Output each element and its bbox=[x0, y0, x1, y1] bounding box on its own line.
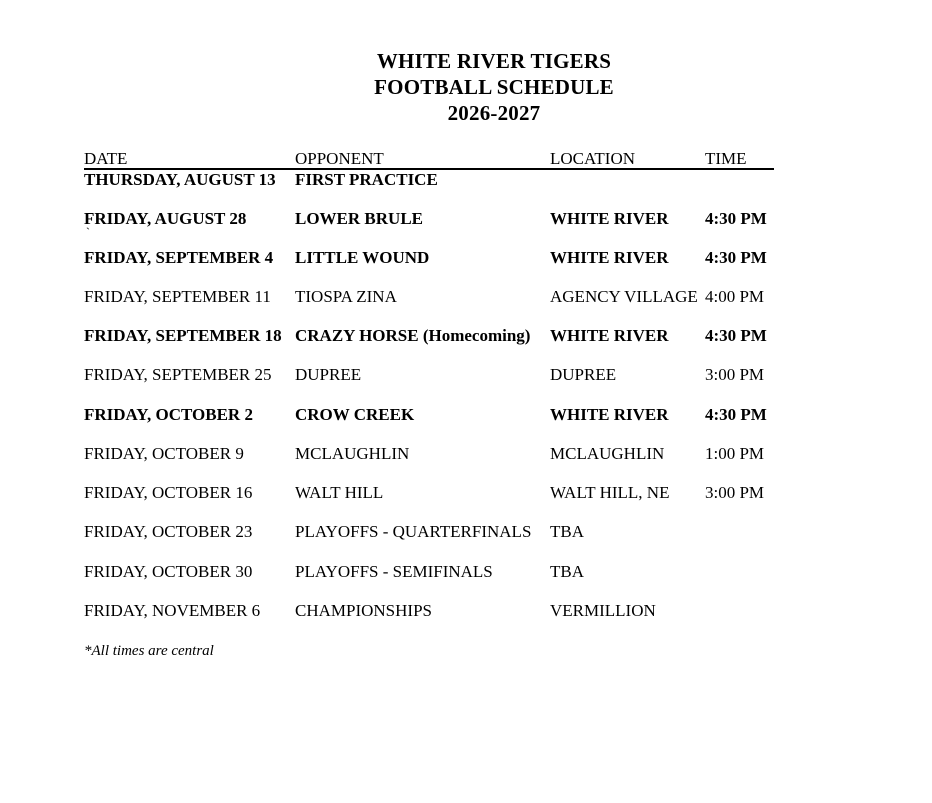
cell-time: 3:00 PM bbox=[705, 483, 765, 502]
cell-date: FRIDAY, SEPTEMBER 4 bbox=[84, 248, 274, 267]
cell-opponent: FIRST PRACTICE bbox=[295, 170, 438, 189]
header-date: DATE bbox=[84, 149, 128, 168]
cell-time: 4:30 PM bbox=[705, 405, 767, 424]
cell-opponent: LOWER BRULE bbox=[295, 209, 423, 228]
cell-date: FRIDAY, SEPTEMBER 18 bbox=[84, 326, 282, 345]
cell-opponent: CROW CREEK bbox=[295, 405, 415, 424]
schedule-heading: FOOTBALL SCHEDULE bbox=[374, 75, 614, 99]
header-opponent: OPPONENT bbox=[295, 149, 384, 168]
cell-date: FRIDAY, OCTOBER 30 bbox=[84, 562, 253, 581]
cell-location: VERMILLION bbox=[550, 601, 656, 620]
cell-time: 4:00 PM bbox=[705, 287, 765, 306]
cell-location: WHITE RIVER bbox=[550, 326, 669, 345]
document-title bbox=[0, 48, 932, 126]
cell-time: 4:30 PM bbox=[705, 326, 767, 345]
cell-opponent: CHAMPIONSHIPS bbox=[295, 601, 432, 620]
cell-opponent: MCLAUGHLIN bbox=[295, 444, 410, 463]
footnote: *All times are central bbox=[84, 643, 214, 659]
cell-time: 4:30 PM bbox=[705, 209, 767, 228]
cell-location: TBA bbox=[550, 562, 584, 581]
cell-opponent: CRAZY HORSE (Homecoming) bbox=[295, 326, 531, 345]
cell-location: WHITE RIVER bbox=[550, 405, 669, 424]
table-row bbox=[84, 247, 784, 269]
cell-location: WALT HILL, NE bbox=[550, 483, 670, 502]
header-location: LOCATION bbox=[550, 149, 635, 168]
cell-location: AGENCY VILLAGE bbox=[550, 287, 698, 306]
cell-opponent: PLAYOFFS - QUARTERFINALS bbox=[295, 522, 532, 541]
season-years: 2026-2027 bbox=[447, 101, 541, 125]
cell-opponent: PLAYOFFS - SEMIFINALS bbox=[295, 562, 493, 581]
cell-location: TBA bbox=[550, 522, 584, 541]
table-row bbox=[84, 561, 784, 583]
cell-date: THURSDAY, AUGUST 13 bbox=[84, 170, 276, 189]
cell-location: MCLAUGHLIN bbox=[550, 444, 665, 463]
cell-date: FRIDAY, OCTOBER 23 bbox=[84, 522, 253, 541]
cell-opponent: LITTLE WOUND bbox=[295, 248, 430, 267]
table-row bbox=[84, 600, 784, 622]
cell-time: 4:30 PM bbox=[705, 248, 767, 267]
table-row bbox=[84, 208, 784, 230]
table-row bbox=[84, 521, 784, 543]
cell-opponent: WALT HILL bbox=[295, 483, 384, 502]
cell-location: WHITE RIVER bbox=[550, 248, 669, 267]
table-row bbox=[84, 482, 784, 504]
cell-date: FRIDAY, NOVEMBER 6 bbox=[84, 601, 261, 620]
table-row bbox=[84, 404, 784, 426]
stray-mark: ` bbox=[86, 225, 90, 239]
cell-date: FRIDAY, OCTOBER 9 bbox=[84, 444, 244, 463]
cell-time: 1:00 PM bbox=[705, 444, 765, 463]
cell-date: FRIDAY, AUGUST 28 bbox=[84, 209, 247, 228]
table-row bbox=[84, 169, 784, 191]
cell-time: 3:00 PM bbox=[705, 365, 765, 384]
cell-date: FRIDAY, SEPTEMBER 11 bbox=[84, 287, 271, 306]
table-row bbox=[84, 443, 784, 465]
cell-date: FRIDAY, OCTOBER 16 bbox=[84, 483, 253, 502]
header-time: TIME bbox=[705, 149, 747, 168]
table-row bbox=[84, 286, 784, 308]
table-row bbox=[84, 364, 784, 386]
cell-location: DUPREE bbox=[550, 365, 617, 384]
team-name: WHITE RIVER TIGERS bbox=[376, 49, 612, 73]
cell-date: FRIDAY, OCTOBER 2 bbox=[84, 405, 253, 424]
cell-location: WHITE RIVER bbox=[550, 209, 669, 228]
cell-date: FRIDAY, SEPTEMBER 25 bbox=[84, 365, 272, 384]
cell-opponent: DUPREE bbox=[295, 365, 362, 384]
table-row bbox=[84, 325, 784, 347]
table-header bbox=[84, 149, 774, 170]
cell-opponent: TIOSPA ZINA bbox=[295, 287, 397, 306]
